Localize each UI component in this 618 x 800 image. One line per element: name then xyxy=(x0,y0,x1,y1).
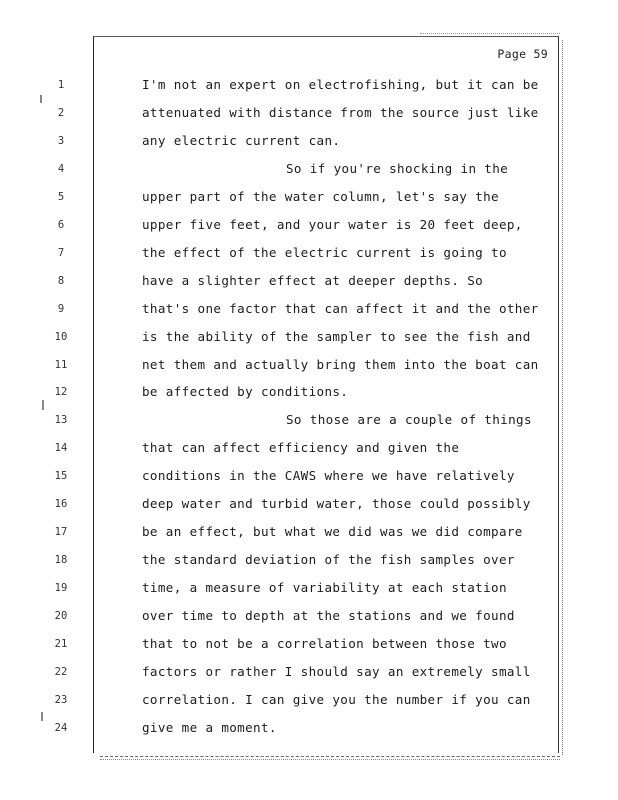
footer-rule xyxy=(100,756,560,757)
transcript-page xyxy=(54,36,559,753)
left-margin-mark-bottom xyxy=(41,712,43,721)
line-number: 13 xyxy=(54,414,68,427)
line-number: 12 xyxy=(54,386,68,399)
line-number: 1 xyxy=(57,79,65,91)
line-number: 18 xyxy=(54,554,68,567)
line-number: 7 xyxy=(57,246,65,259)
transcript-line xyxy=(57,131,560,151)
line-text: the effect of the electric current is going to xyxy=(142,244,507,260)
line-text: that can affect efficiency and given the xyxy=(142,440,460,456)
line-text: over time to depth at the stations and we found xyxy=(142,608,515,624)
line-text: conditions in the CAWS where we have relatively xyxy=(142,468,515,484)
line-number: 3 xyxy=(57,134,65,147)
transcript-line xyxy=(57,187,560,207)
line-number: 14 xyxy=(54,442,68,455)
transcript-line xyxy=(54,466,560,486)
line-number: 10 xyxy=(54,330,68,343)
transcript-line xyxy=(54,410,560,430)
line-text: give me a moment. xyxy=(142,719,277,735)
line-text: attenuated with distance from the source just like xyxy=(142,104,539,120)
line-number: 20 xyxy=(54,610,68,623)
transcript-line xyxy=(54,494,560,514)
line-text: upper part of the water column, let's say the xyxy=(142,188,499,204)
line-number: 2 xyxy=(57,106,65,119)
transcript-line xyxy=(54,550,560,570)
line-text: So those are a couple of things xyxy=(286,412,532,428)
transcript-line xyxy=(54,578,560,598)
line-text: I'm not an expert on electrofishing, but it can be xyxy=(142,77,539,92)
line-number: 17 xyxy=(54,526,68,539)
transcript-line xyxy=(57,299,560,319)
scan-artifact-top xyxy=(420,33,560,34)
transcript-line xyxy=(54,382,560,402)
transcript-line xyxy=(54,355,560,375)
line-text: any electric current can. xyxy=(142,132,341,148)
line-number: 16 xyxy=(54,498,68,511)
transcript-line xyxy=(57,271,560,291)
line-text: upper five feet, and your water is 20 feet deep, xyxy=(142,216,523,232)
line-text: that's one factor that can affect it and the other xyxy=(142,300,539,316)
transcript-line xyxy=(57,159,560,179)
line-text: factors or rather I should say an extremely small xyxy=(142,663,531,679)
line-number: 19 xyxy=(54,582,68,595)
left-margin-mark-top xyxy=(40,95,42,103)
line-text: is the ability of the sampler to see the fish and xyxy=(142,328,531,344)
line-number: 5 xyxy=(57,190,65,203)
transcript-line xyxy=(57,75,560,95)
line-number: 8 xyxy=(57,274,65,287)
transcript-line xyxy=(57,243,560,263)
line-text: the standard deviation of the fish samples over xyxy=(142,552,515,568)
transcript-line xyxy=(57,103,560,123)
line-number: 21 xyxy=(54,638,68,650)
transcript-line xyxy=(54,634,560,654)
line-number: 9 xyxy=(57,302,65,315)
line-text: that to not be a correlation between those two xyxy=(142,636,507,651)
transcript-line xyxy=(54,606,560,626)
line-number: 6 xyxy=(57,218,65,231)
line-text: So if you're shocking in the xyxy=(286,160,509,176)
line-text: have a slighter effect at deeper depths. So xyxy=(142,272,484,288)
transcript-line xyxy=(54,662,560,682)
transcript-line xyxy=(54,327,560,347)
transcript-line xyxy=(54,718,560,738)
line-number: 23 xyxy=(54,693,68,706)
transcript-line xyxy=(57,215,560,235)
line-text: net them and actually bring them into the boat can xyxy=(142,356,539,372)
line-text: time, a measure of variability at each station xyxy=(142,580,507,596)
transcript-line xyxy=(54,438,560,458)
line-number: 24 xyxy=(54,721,68,734)
transcript-line xyxy=(54,690,560,710)
scan-edge-right xyxy=(562,40,564,755)
line-text: be affected by conditions. xyxy=(142,384,349,400)
line-text: be an effect, but what we did was we did compare xyxy=(142,524,523,540)
line-number: 22 xyxy=(54,665,68,678)
line-number: 11 xyxy=(54,358,68,371)
line-number: 4 xyxy=(57,162,65,175)
footer-rule-secondary xyxy=(100,759,560,760)
page-number: Page 59 xyxy=(497,47,548,61)
left-margin-mark-mid xyxy=(42,400,44,410)
transcript-line xyxy=(54,522,560,542)
line-number: 15 xyxy=(54,470,68,483)
line-text: correlation. I can give you the number if you can xyxy=(142,691,531,707)
line-text: deep water and turbid water, those could possibly xyxy=(142,496,531,512)
